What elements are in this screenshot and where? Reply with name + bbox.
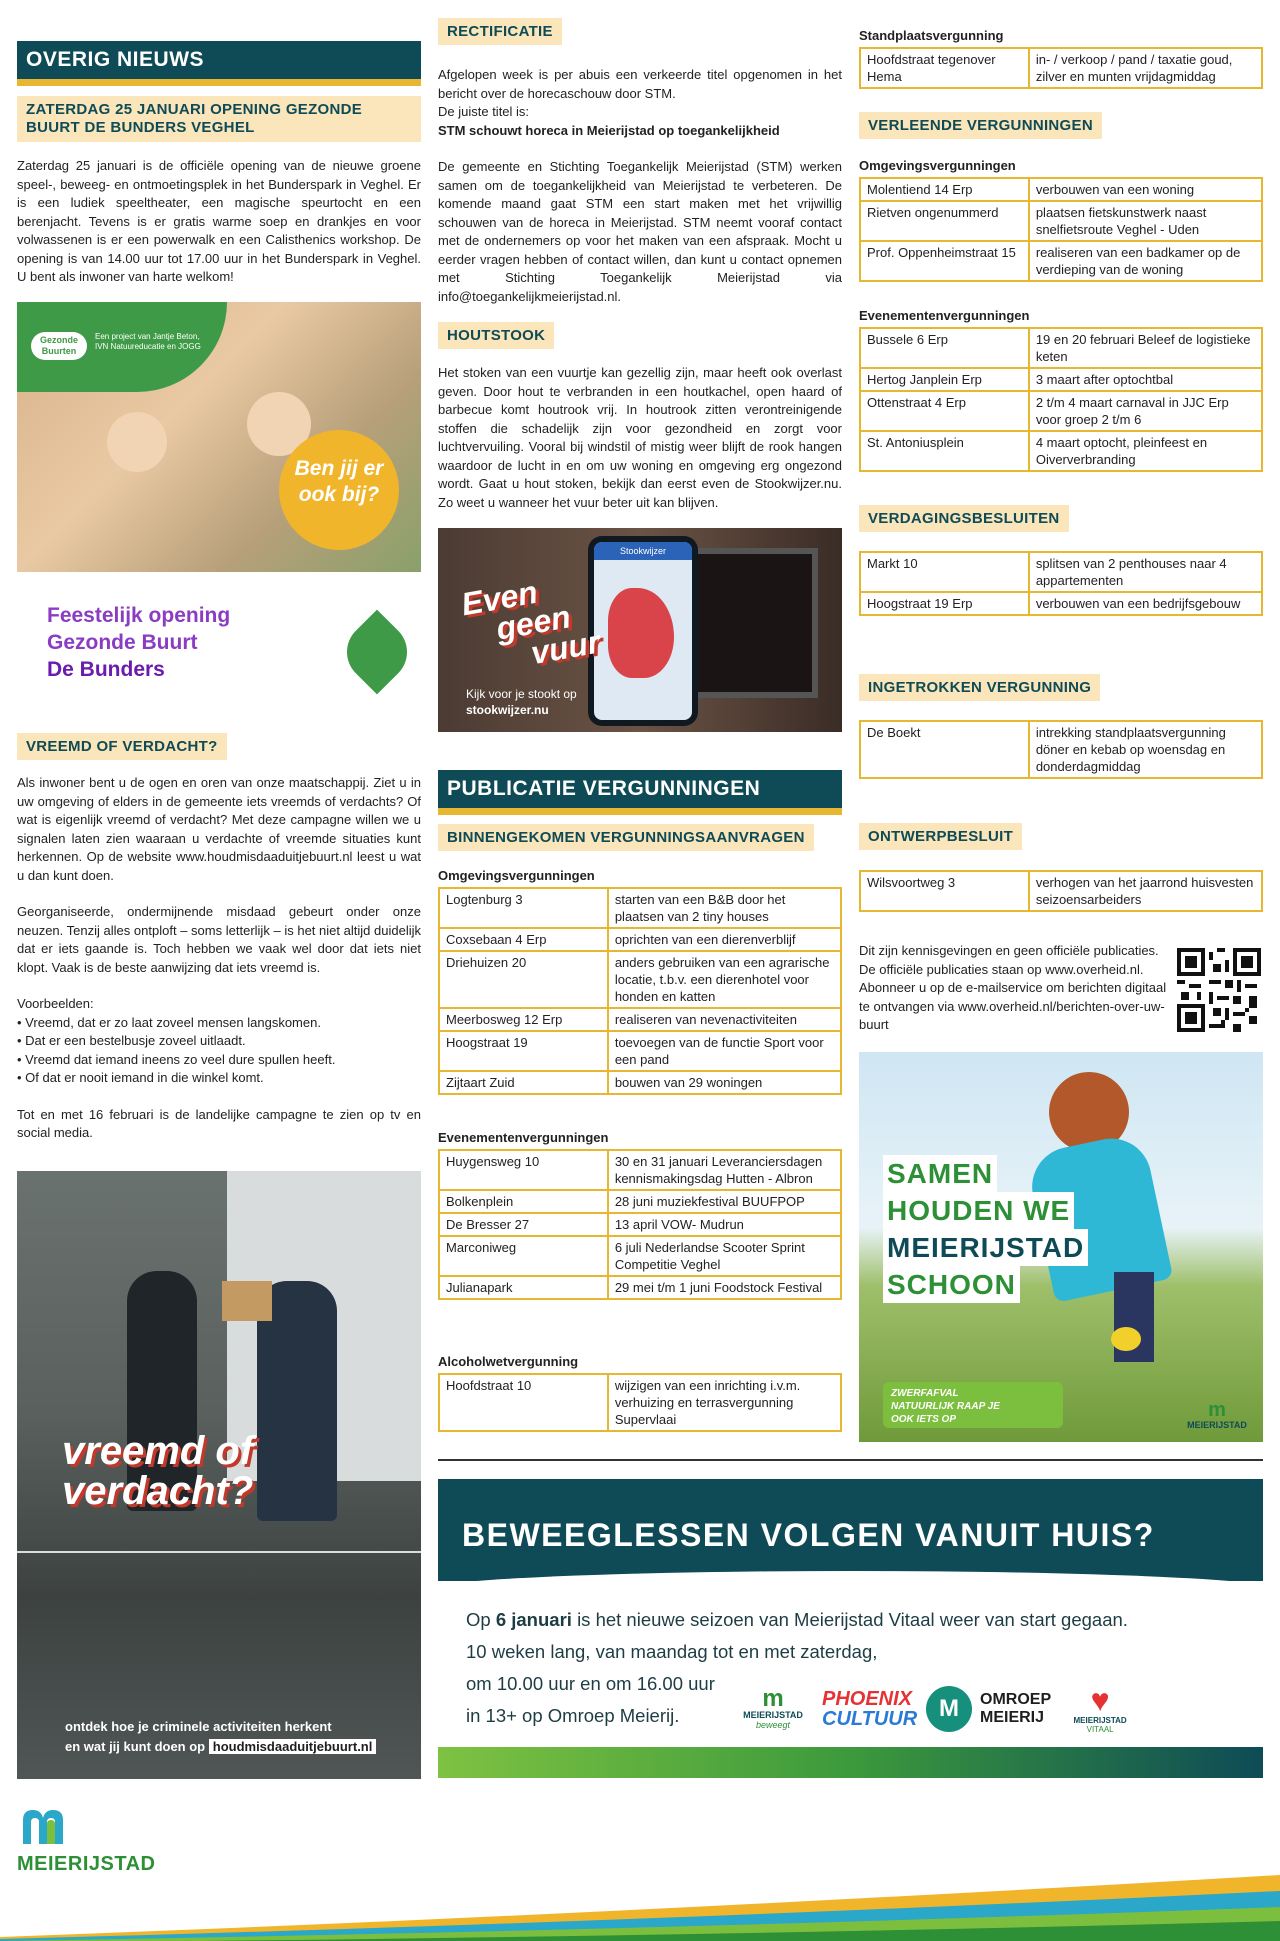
caption-line-1: Feestelijk opening xyxy=(47,604,231,627)
address-cell: Wilsvoortweg 3 xyxy=(860,871,1029,911)
stookwijzer-image xyxy=(438,528,842,732)
binnengekomen-heading: BINNENGEKOMEN VERGUNNINGSAANVRAGEN xyxy=(438,824,814,851)
verleend-evenementen-label: Evenementenvergunningen xyxy=(859,308,1030,323)
zwerfafval-sticker xyxy=(883,1382,1063,1428)
vreemd-title-line-2: verdacht? xyxy=(62,1469,254,1513)
footer-wave-graphic xyxy=(0,1855,1280,1941)
table-row xyxy=(439,888,841,928)
vreemd-example: • Vreemd dat iemand ineens zo veel dure spullen heeft. xyxy=(17,1051,421,1070)
omroep-line-2: MEIERIJ xyxy=(980,1709,1045,1726)
logo-text: MEIERIJSTAD xyxy=(743,1710,803,1720)
vreemd-footer-line-2 xyxy=(65,1737,376,1757)
vreemd-of-verdacht-image xyxy=(17,1171,421,1779)
table-row xyxy=(860,48,1262,88)
vreemd-heading: VREEMD OF VERDACHT? xyxy=(17,733,227,760)
gezonde-buurten-logo: Gezonde Buurten xyxy=(31,332,87,360)
badge-text: Een project van Jantje Beton, IVN Natuureducatie en JOGG xyxy=(95,332,201,351)
description-cell: bouwen van 29 woningen xyxy=(608,1071,841,1094)
description-cell: realiseren van nevenactiviteiten xyxy=(608,1008,841,1031)
ingetrokken-table xyxy=(859,720,1263,779)
road-line xyxy=(17,1551,421,1553)
child-face-1 xyxy=(107,412,167,472)
stove-window xyxy=(688,548,818,698)
slogan-line-4: SCHOON xyxy=(883,1266,1020,1303)
description-cell: 30 en 31 januari Leveranciersdagen kennismakingsdag Hutten - Albron xyxy=(608,1150,841,1190)
verdaging-table xyxy=(859,551,1263,616)
vreemd-examples-list xyxy=(17,1014,421,1088)
caption-line-2: stookwijzer.nu xyxy=(466,703,549,717)
vreemd-paragraph-3: Tot en met 16 februari is de landelijke campagne te zien op tv en social media. xyxy=(17,1106,421,1140)
address-cell: Bolkenplein xyxy=(439,1190,608,1213)
verleend-omgeving-label: Omgevingsvergunningen xyxy=(859,158,1016,173)
standplaats-label: Standplaatsvergunning xyxy=(859,28,1004,43)
table-row xyxy=(439,1213,841,1236)
sticker-line-2: NATUURLIJK RAAP JE xyxy=(891,1401,1000,1412)
ontwerp-table xyxy=(859,870,1263,912)
vreemd-footer-line-1: ontdek hoe je criminele activiteiten herkent xyxy=(65,1719,332,1734)
beweeg-line-1 xyxy=(466,1604,1128,1636)
slogan-line-2: geen xyxy=(493,598,574,647)
samen-schoon-slogan xyxy=(883,1155,1088,1303)
ontwerp-heading: ONTWERPBESLUIT xyxy=(859,823,1022,850)
vreemd-footer-url: houdmisdaaduitjebuurt.nl xyxy=(209,1739,377,1754)
address-cell: Rietven ongenummerd xyxy=(860,201,1029,241)
qr-code[interactable] xyxy=(1177,948,1261,1032)
vreemd-footer xyxy=(65,1717,376,1757)
opening-gezonde-buurt-image xyxy=(17,302,421,717)
address-cell: Logtenburg 3 xyxy=(439,888,608,928)
alcohol-table xyxy=(438,1373,842,1432)
rectificatie-text xyxy=(438,66,842,306)
vreemd-paragraph-2: Georganiseerde, ondermijnende misdaad gebeurt onder onze neuzen. Tenzij alles ontploft – soms letterlijk – is het niet altijd duidelijk dat er iets gaande is. Toch hebben we vaak wel door dat iets niet klopt. Vaak is de beste aanwijzing dat iets vreemd is. xyxy=(17,904,421,975)
address-cell: Marconiweg xyxy=(439,1236,608,1276)
verleend-evenementen-table xyxy=(859,327,1263,472)
address-cell: Zijtaart Zuid xyxy=(439,1071,608,1094)
address-cell: St. Antoniusplein xyxy=(860,431,1029,471)
beweeg-line-4: in 13+ op Omroep Meierij. xyxy=(466,1705,680,1726)
beweeg-line-1-pre: Op xyxy=(466,1609,491,1630)
table-row xyxy=(860,592,1262,615)
vreemd-examples-label: Voorbeelden: xyxy=(17,996,94,1011)
table-row xyxy=(860,871,1262,911)
meierijstad-vitaal-logo xyxy=(1065,1684,1135,1734)
beweeg-line-2: 10 weken lang, van maandag tot en met zaterdag, xyxy=(466,1641,878,1662)
table-row xyxy=(439,1150,841,1190)
rectificatie-paragraph: Afgelopen week is per abuis een verkeerde titel opgenomen in het bericht over de horecaschouw door STM. xyxy=(438,67,842,101)
vreemd-footer-text: en wat jij kunt doen op xyxy=(65,1739,206,1754)
address-cell: Hoogstraat 19 Erp xyxy=(860,592,1029,615)
table-row xyxy=(860,201,1262,241)
table-row xyxy=(860,721,1262,778)
address-cell: Meerbosweg 12 Erp xyxy=(439,1008,608,1031)
section-banner-overig-nieuws: OVERIG NIEUWS xyxy=(17,41,421,79)
table-row xyxy=(439,1190,841,1213)
beweeglessen-banner xyxy=(438,1479,1263,1778)
table-row xyxy=(439,1031,841,1071)
vreemd-article xyxy=(17,774,421,1161)
slogan-line-1: Even xyxy=(458,573,541,623)
description-cell: verhogen van het jaarrond huisvesten seizoensarbeiders xyxy=(1029,871,1262,911)
address-cell: Hertog Janplein Erp xyxy=(860,368,1029,391)
description-cell: 29 mei t/m 1 juni Foodstock Festival xyxy=(608,1276,841,1299)
table-row xyxy=(439,1071,841,1094)
footer-logo-text: MEIERIJSTAD xyxy=(17,1853,156,1875)
opening-article-text: Zaterdag 25 januari is de officiële opening van de nieuwe groene speel-, beweeg- en ontmoetingsplek in het Bunderspark in Veghel. Er is een ludiek speeltheater, een magische speurtocht en een berenjacht. Tevens is er gratis warme soep en drankjes en voor volwassenen is er een powerwalk en een Calisthenics workshop. De opening is van 14.00 uur tot 17.00 uur in het Bunderspark in Veghel. U bent als inwoner van harte welkom! xyxy=(17,158,421,284)
alcohol-label: Alcoholwetvergunning xyxy=(438,1354,579,1369)
sticker-line-3: OOK IETS OP xyxy=(891,1414,957,1425)
slogan-line-2: HOUDEN WE xyxy=(883,1192,1074,1229)
slogan-line-1: SAMEN xyxy=(883,1155,997,1192)
omroep-line-1: OMROEP xyxy=(980,1691,1052,1708)
table-row xyxy=(860,241,1262,281)
phoenix-cultuur-logo xyxy=(822,1688,918,1730)
verleende-heading: VERLEENDE VERGUNNINGEN xyxy=(859,112,1102,139)
litter-shape xyxy=(1111,1327,1141,1351)
footer-waves xyxy=(0,1855,1280,1941)
description-cell: 13 april VOW- Mudrun xyxy=(608,1213,841,1236)
rectificatie-heading: RECTIFICATIE xyxy=(438,18,562,45)
table-row xyxy=(439,1276,841,1299)
phone-shape xyxy=(588,536,698,726)
verleend-omgeving-table xyxy=(859,177,1263,282)
caption-line-1: Kijk voor je stookt op xyxy=(466,687,577,701)
m-logo-icon: m xyxy=(1208,1399,1226,1421)
table-row xyxy=(439,928,841,951)
table-row xyxy=(439,1374,841,1431)
divider xyxy=(438,1459,1263,1461)
heart-icon: ♥ xyxy=(1090,1682,1110,1718)
slogan-line-3: MEIERIJSTAD xyxy=(883,1229,1088,1266)
meierijstad-beweegt-logo xyxy=(738,1685,808,1730)
table-row xyxy=(860,368,1262,391)
cultuur-text: CULTUUR xyxy=(822,1708,918,1730)
box-shape xyxy=(222,1281,272,1321)
omroep-m-icon: M xyxy=(926,1686,972,1732)
caption-line-2: Gezonde Buurt xyxy=(47,631,198,654)
rectificatie-paragraph-2: De gemeente en Stichting Toegankelijk Meierijstad (STM) werken samen om de toegankelijkheid van Meierijstad te verbeteren. De komende maand gaat STM een start maken met het vrijwillig schouwen van de horeca in Meierijstad. STM neemt vooraf contact met de ondernemers op voor het maken van een afspraak. Mocht u eerder vragen hebben of contact willen, dan kunt u contact opnemen met Stichting Toegankelijk Meierijstad via info@toegankelijkmeierijstad.nl. xyxy=(438,159,842,304)
omroep-text xyxy=(980,1691,1051,1727)
beweeg-line-3: om 10.00 uur en om 16.00 uur xyxy=(466,1673,715,1694)
description-cell: 3 maart after optochtbal xyxy=(1029,368,1262,391)
leaf-shape xyxy=(335,610,420,695)
description-cell: starten van een B&B door het plaatsen van 2 tiny houses xyxy=(608,888,841,928)
address-cell: Prof. Oppenheimstraat 15 xyxy=(860,241,1029,281)
table-row xyxy=(439,951,841,1008)
vreemd-example: • Dat er een bestelbusje zoveel uitlaadt. xyxy=(17,1032,421,1051)
vreemd-title-line-1: vreemd of xyxy=(62,1429,254,1473)
description-cell: 4 maart optocht, pleinfeest en Oiververbranding xyxy=(1029,431,1262,471)
table-row xyxy=(860,391,1262,431)
description-cell: 6 juli Nederlandse Scooter Sprint Competitie Veghel xyxy=(608,1236,841,1276)
address-cell: Julianapark xyxy=(439,1276,608,1299)
table-row xyxy=(860,431,1262,471)
table-row xyxy=(860,552,1262,592)
circle-line-2: ook bij? xyxy=(298,483,380,506)
binnen-omgeving-label: Omgevingsvergunningen xyxy=(438,868,595,883)
caption-line-3: De Bunders xyxy=(47,658,165,681)
vreemd-paragraph-1: Als inwoner bent u de ogen en oren van onze maatschappij. Ziet u in uw omgeving of elders in de gemeente iets vreemds of verdachts? Of wat is eigenlijk vreemd of verdacht? Met deze campagne willen we u signalen laten zien waaraan u verdachte of vreemde situaties kunt herkennen. Op de website www.houdmisdaaduitjebuurt.nl leest u wat u dan kunt doen. xyxy=(17,775,421,883)
description-cell: verbouwen van een bedrijfsgebouw xyxy=(1029,592,1262,615)
address-cell: Molentiend 14 Erp xyxy=(860,178,1029,201)
samen-schoon-image xyxy=(859,1052,1263,1442)
description-cell: in- / verkoop / pand / taxatie goud, zilver en munten vrijdagmiddag xyxy=(1029,48,1262,88)
binnen-evenementen-table xyxy=(438,1149,842,1300)
description-cell: intrekking standplaatsvergunning döner en kebab op woensdag en donderdagmiddag xyxy=(1029,721,1262,778)
binnen-omgeving-table xyxy=(438,887,842,1095)
beweeg-bottom-wave xyxy=(438,1747,1263,1778)
address-cell: De Bresser 27 xyxy=(439,1213,608,1236)
phoenix-text: PHOENIX xyxy=(822,1688,913,1710)
vreemd-title xyxy=(62,1431,253,1511)
description-cell: anders gebruiken van een agrarische locatie, t.b.v. een dierenhotel voor honden en katten xyxy=(608,951,841,1008)
address-cell: Ottenstraat 4 Erp xyxy=(860,391,1029,431)
sticker-line-1: ZWERFAFVAL xyxy=(891,1388,959,1399)
address-cell: Driehuizen 20 xyxy=(439,951,608,1008)
standplaats-table xyxy=(859,47,1263,89)
description-cell: plaatsen fietskunstwerk naast snelfietsroute Veghel - Uden xyxy=(1029,201,1262,241)
description-cell: verbouwen van een woning xyxy=(1029,178,1262,201)
meierijstad-small-logo xyxy=(1181,1400,1253,1430)
beweeg-line-1-post: is het nieuwe seizoen van Meierijstad Vitaal weer van start gegaan. xyxy=(577,1609,1128,1630)
table-row xyxy=(860,328,1262,368)
logo-text: MEIERIJSTAD xyxy=(1073,1716,1127,1725)
ingetrokken-heading: INGETROKKEN VERGUNNING xyxy=(859,674,1100,701)
description-cell: 2 t/m 4 maart carnaval in JJC Erp voor groep 2 t/m 6 xyxy=(1029,391,1262,431)
description-cell: 19 en 20 februari Beleef de logistieke keten xyxy=(1029,328,1262,368)
meierijstad-m-icon xyxy=(17,1806,77,1846)
table-row xyxy=(860,178,1262,201)
description-cell: 28 juni muziekfestival BUUFPOP xyxy=(608,1190,841,1213)
slogan-line-3: vuur xyxy=(528,623,603,672)
description-cell: realiseren van een badkamer op de verdieping van de woning xyxy=(1029,241,1262,281)
table-row xyxy=(439,1236,841,1276)
m-logo-icon: m xyxy=(762,1685,784,1712)
logo-sub: beweegt xyxy=(755,1720,791,1730)
rectificatie-correct-title: STM schouwt horeca in Meierijstad op toegankelijkheid xyxy=(438,122,780,138)
table-row xyxy=(439,1008,841,1031)
opening-caption xyxy=(47,602,230,683)
beweeg-title: BEWEEGLESSEN VOLGEN VANUIT HUIS? xyxy=(462,1517,1155,1553)
vreemd-example: • Of dat er nooit iemand in die winkel komt. xyxy=(17,1069,421,1088)
beweeg-logos xyxy=(738,1684,1135,1734)
address-cell: Coxsebaan 4 Erp xyxy=(439,928,608,951)
circle-line-1: Ben jij er xyxy=(294,457,384,480)
ben-jij-er-ook-bij-circle xyxy=(279,430,399,550)
qr-code-graphic xyxy=(1177,948,1261,1032)
logo-sub: VITAAL xyxy=(1086,1725,1114,1734)
binnen-evenementen-label: Evenementenvergunningen xyxy=(438,1130,609,1145)
omroep-meierij-logo xyxy=(926,1686,1051,1732)
address-cell: Hoofdstraat tegenover Hema xyxy=(860,48,1029,88)
phone-title: Stookwijzer xyxy=(594,542,692,560)
phone-screen xyxy=(594,542,692,720)
houtstook-text: Het stoken van een vuurtje kan gezellig zijn, maar heeft ook overlast geven. Door hout te verbranden in een houtkachel, open haard of barbecue komt houtrook vrij. In houtrook zitten verontreinigende stoffen die schadelijk zijn voor gezondheid en zorgt voor luchtvervuiling. Vooral bij windstil of mistig weer blijft de rook hangen waardoor de lucht in en om uw woning en omgeving erg ongezond wordt. Gaat u hout stoken, bekijk dan eerst even de Stookwijzer.nu. Zo weet u wanneer het vuur beter uit kan blijven. xyxy=(438,365,842,510)
vreemd-example: • Vreemd, dat er zo laat zoveel mensen langskomen. xyxy=(17,1014,421,1033)
beweeg-date: 6 januari xyxy=(495,1609,572,1630)
description-cell: toevoegen van de functie Sport voor een pand xyxy=(608,1031,841,1071)
address-cell: De Boekt xyxy=(860,721,1029,778)
address-cell: Hoogstraat 19 xyxy=(439,1031,608,1071)
description-cell: splitsen van 2 penthouses naar 4 appartementen xyxy=(1029,552,1262,592)
verdaging-heading: VERDAGINGSBESLUITEN xyxy=(859,505,1069,532)
even-geen-vuur-slogan xyxy=(459,567,602,678)
stookwijzer-caption xyxy=(466,686,577,718)
section-banner-publicatie: PUBLICATIE VERGUNNINGEN xyxy=(438,770,842,808)
address-cell: Bussele 6 Erp xyxy=(860,328,1029,368)
phone-map xyxy=(608,588,674,678)
address-cell: Markt 10 xyxy=(860,552,1029,592)
houtstook-heading: HOUTSTOOK xyxy=(438,322,554,349)
address-cell: Hoofdstraat 10 xyxy=(439,1374,608,1431)
kennisgeving-notice: Dit zijn kennisgevingen en geen officiële publicaties. De officiële publicaties staan op www.overheid.nl. Abonneer u op de e-mailservice om berichten digitaal te ontvangen via www.overheid.nl/berichten-over-uw-buurt xyxy=(859,943,1167,1032)
logo-text: MEIERIJSTAD xyxy=(1187,1420,1247,1430)
rectificatie-label: De juiste titel is: xyxy=(438,104,530,119)
description-cell: oprichten van een dierenverblijf xyxy=(608,928,841,951)
address-cell: Huygensweg 10 xyxy=(439,1150,608,1190)
opening-heading: ZATERDAG 25 JANUARI OPENING GEZONDE BUURT DE BUNDERS VEGHEL xyxy=(17,96,421,142)
description-cell: wijzigen van een inrichting i.v.m. verhuizing en terrasvergunning Supervlaai xyxy=(608,1374,841,1431)
